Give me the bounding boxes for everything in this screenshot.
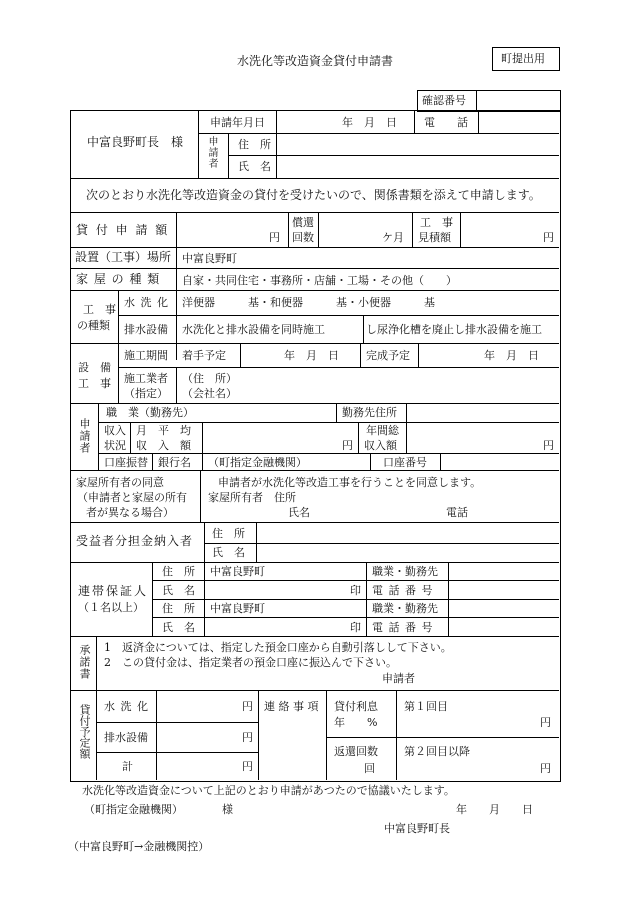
second-payment-label: 第２回目以降 xyxy=(404,745,470,758)
work-period-label: 施工期間 xyxy=(124,349,168,362)
agreement-date[interactable]: 年 月 日 xyxy=(456,803,533,816)
bank-transfer-label: 口座振替 xyxy=(104,456,148,469)
guarantor-2-name-label: 氏 名 xyxy=(162,621,195,634)
repay-count-unit: 回 xyxy=(364,762,375,775)
beneficiary-label: 受益者分担金納入者 xyxy=(76,534,194,548)
account-number-label: 口座番号 xyxy=(383,456,427,469)
schedule-total-yen: 円 xyxy=(242,760,253,773)
estimate-label-2: 見積額 xyxy=(418,231,451,244)
loan-interest-unit[interactable]: 年 % xyxy=(334,716,378,729)
monthly-income-label-2: 収 入 額 xyxy=(136,439,191,452)
location-label: 設置（工事）場所 xyxy=(75,250,172,264)
contractor-label-2: （指定） xyxy=(124,387,168,400)
estimate-yen: 円 xyxy=(543,231,554,244)
annual-income-label-2: 収入額 xyxy=(364,439,397,452)
confirm-number-label: 確認番号 xyxy=(422,94,466,107)
location-value[interactable]: 中富良野町 xyxy=(182,252,237,265)
application-date-label: 申請年月日 xyxy=(210,116,265,129)
guarantor-1-job-label: 職業・勤務先 xyxy=(372,565,438,578)
agreement-text: 水洗化等改造資金について上記のとおり申請があつたので協議いたします。 xyxy=(82,784,455,797)
applicant-info-vertical-label: 申請者 xyxy=(78,418,91,454)
applicant-address-label: 住 所 xyxy=(238,138,271,151)
mayor-signature: 中富良野町長 xyxy=(384,822,450,835)
monthly-income-label-1: 月 平 均 xyxy=(136,424,191,437)
contractor-address[interactable]: （住 所） xyxy=(182,372,237,385)
schedule-flush-yen: 円 xyxy=(242,700,253,713)
approval-item-1: 1 返済金については、指定した預金口座から自動引落しして下さい。 xyxy=(104,641,452,654)
owner-consent-text: 申請者が水洗化等改造工事を行うことを同意します。 xyxy=(218,476,482,489)
monthly-income-yen: 円 xyxy=(342,439,353,452)
start-planned-label: 着手予定 xyxy=(182,349,226,362)
guarantor-2-seal: 印 xyxy=(350,621,361,634)
phone-field[interactable] xyxy=(479,111,558,132)
loan-amount-yen: 円 xyxy=(269,231,280,244)
schedule-total-label: 計 xyxy=(122,760,133,773)
complete-planned-date[interactable]: 年 月 日 xyxy=(484,349,539,362)
complete-planned-label: 完成予定 xyxy=(366,349,410,362)
approval-vertical-label: 承諾書 xyxy=(78,644,91,680)
start-planned-date[interactable]: 年 月 日 xyxy=(284,349,339,362)
owner-name-label[interactable]: 氏名 xyxy=(288,506,310,519)
bank-sama: 様 xyxy=(222,803,233,816)
first-payment-yen: 円 xyxy=(540,716,551,729)
occupation-label: 職 業（勤務先） xyxy=(106,406,194,419)
first-payment-label: 第１回目 xyxy=(404,700,448,713)
schedule-drain-label: 排水設備 xyxy=(104,731,148,744)
workplace-address-label: 勤務先住所 xyxy=(342,406,397,419)
owner-phone-label[interactable]: 電話 xyxy=(446,506,468,519)
designated-bank: （町指定金融機関） xyxy=(84,803,183,816)
repay-count-label: 返還回数 xyxy=(334,745,378,758)
facility-label-2: 工 事 xyxy=(78,377,111,390)
drain-label: 排水設備 xyxy=(124,323,168,336)
income-status-label-2: 状況 xyxy=(104,439,126,452)
repay-count-label-1: 償還 xyxy=(292,216,314,229)
guarantor-1-address-value[interactable]: 中富良野町 xyxy=(210,565,265,578)
beneficiary-address-field[interactable] xyxy=(257,523,558,542)
applicant-name-field[interactable] xyxy=(277,156,558,177)
phone-label: 電 話 xyxy=(424,116,468,129)
applicant-address-field[interactable] xyxy=(277,134,558,154)
applicant-name-label: 氏 名 xyxy=(238,160,271,173)
guarantor-label-2: （１名以上） xyxy=(78,601,144,614)
occupation-field[interactable] xyxy=(190,404,335,421)
account-number-field[interactable] xyxy=(441,454,558,469)
owner-consent-label-1: 家屋所有者の同意 xyxy=(76,476,164,489)
copy-label: 町提出用 xyxy=(501,52,545,65)
drain-option-2[interactable]: し尿浄化槽を廃止し排水設備を施工 xyxy=(366,323,542,336)
work-type-label-1: 工 事 xyxy=(83,303,116,316)
facility-label-1: 設 備 xyxy=(78,361,111,374)
approval-applicant-label: 申請者 xyxy=(382,672,415,685)
flush-value[interactable]: 洋便器 基・和便器 基・小便器 基 xyxy=(182,296,435,309)
loan-amount-label: 貸 付 申 請 額 xyxy=(76,223,170,237)
contractor-label-1: 施工業者 xyxy=(124,372,168,385)
guarantor-2-address-label: 住 所 xyxy=(162,602,195,615)
repay-count-label-2: 回数 xyxy=(292,231,314,244)
approval-item-2: 2 この貸付金は、指定業者の預金口座に振込んで下さい。 xyxy=(104,656,397,669)
schedule-flush-label: 水 洗 化 xyxy=(104,700,149,713)
owner-consent-label-2: （申請者と家屋の所有 xyxy=(77,491,187,504)
second-payment-yen: 円 xyxy=(540,762,551,775)
bank-name-value[interactable]: （町指定金融機関） xyxy=(208,456,307,469)
contact-notes-label: 連 絡 事 項 xyxy=(264,700,319,713)
house-type-value[interactable]: 自家・共同住宅・事務所・店舗・工場・その他（ ） xyxy=(182,274,457,287)
copy-destination-note: （中富良野町→金融機関控） xyxy=(68,840,210,853)
owner-address-label[interactable]: 家屋所有者 住所 xyxy=(208,491,296,504)
loan-interest-label: 貸付利息 xyxy=(334,700,378,713)
contractor-company[interactable]: （会社名） xyxy=(182,387,237,400)
guarantor-2-address-value[interactable]: 中富良野町 xyxy=(210,602,265,615)
flush-label: 水 洗 化 xyxy=(124,296,169,309)
application-date-field[interactable]: 年 月 日 xyxy=(342,116,397,129)
guarantor-1-seal: 印 xyxy=(350,584,361,597)
guarantor-1-address-label: 住 所 xyxy=(162,565,195,578)
schedule-drain-yen: 円 xyxy=(242,731,253,744)
guarantor-label-1: 連帯保証人 xyxy=(78,584,149,598)
owner-consent-label-3: 者が異なる場合） xyxy=(86,506,174,519)
income-status-label-1: 収入 xyxy=(104,424,126,437)
application-statement: 次のとおり水洗化等改造資金の貸付を受けたいので、関係書類を添えて申請します。 xyxy=(86,188,541,202)
guarantor-2-phone-label: 電 話 番 号 xyxy=(372,621,434,634)
schedule-vertical-label: 貸付予定額 xyxy=(78,704,91,759)
guarantor-1-phone-label: 電 話 番 号 xyxy=(372,584,434,597)
bank-name-label: 銀行名 xyxy=(158,456,191,469)
addressee: 中富良野町長 様 xyxy=(87,135,184,149)
form-title: 水洗化等改造資金貸付申請書 xyxy=(236,54,393,68)
confirm-number-field[interactable] xyxy=(477,91,558,110)
beneficiary-address-label: 住 所 xyxy=(212,527,245,540)
beneficiary-name-label: 氏 名 xyxy=(212,546,245,559)
applicant-vertical-label: 申請者 xyxy=(206,136,217,169)
work-type-label-2: の種類 xyxy=(77,319,110,332)
annual-income-yen: 円 xyxy=(543,439,554,452)
beneficiary-name-field[interactable] xyxy=(257,544,558,561)
annual-income-label-1: 年間総 xyxy=(366,424,399,437)
drain-option-1[interactable]: 水洗化と排水設備を同時施工 xyxy=(182,323,325,336)
repay-months: ケ月 xyxy=(382,231,404,244)
estimate-label-1: 工 事 xyxy=(420,216,453,229)
house-type-label: 家 屋 の 種 類 xyxy=(76,272,161,286)
workplace-address-field[interactable] xyxy=(407,404,558,421)
guarantor-1-name-label: 氏 名 xyxy=(162,584,195,597)
guarantor-2-job-label: 職業・勤務先 xyxy=(372,602,438,615)
